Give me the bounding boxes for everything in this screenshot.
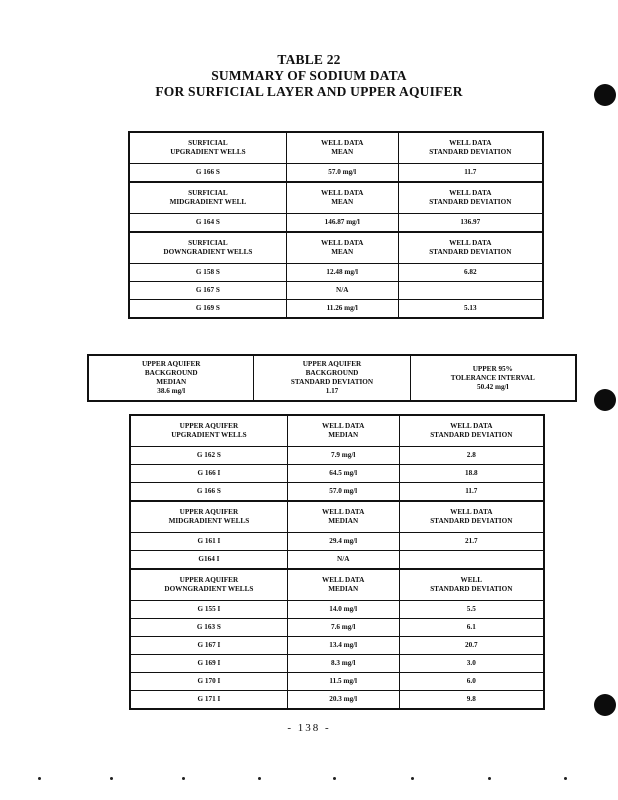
scan-speck (411, 777, 414, 780)
column-header: UPPER AQUIFER MIDGRADIENT WELLS (130, 501, 287, 533)
value-cell: 11.26 mg/l (286, 300, 398, 319)
column-header: SURFICIAL DOWNGRADIENT WELLS (129, 232, 286, 264)
upper-aquifer-background-table (87, 354, 577, 402)
column-header: WELL DATA MEAN (286, 232, 398, 264)
std-dev-cell: 6.82 (398, 264, 543, 282)
std-dev-cell: 11.7 (399, 483, 544, 502)
well-id-cell: G 164 S (129, 214, 286, 233)
column-header: WELL DATA STANDARD DEVIATION (399, 501, 544, 533)
upper-aquifer-sodium-table (129, 414, 545, 710)
surficial-sodium-table (128, 131, 544, 319)
value-cell: N/A (286, 282, 398, 300)
well-id-cell: G164 I (130, 551, 287, 570)
table-row (129, 214, 543, 233)
table-row (130, 691, 544, 710)
table-row (130, 551, 544, 570)
well-id-cell: G 166 I (130, 465, 287, 483)
std-dev-cell: 6.1 (399, 619, 544, 637)
scan-speck (258, 777, 261, 780)
table-row (130, 533, 544, 551)
table-row (130, 655, 544, 673)
well-id-cell: G 158 S (129, 264, 286, 282)
value-cell: 7.9 mg/l (287, 447, 399, 465)
background-std-dev-cell: UPPER AQUIFER BACKGROUND STANDARD DEVIATION 1.17 (254, 355, 410, 401)
value-cell: 57.0 mg/l (287, 483, 399, 502)
well-id-cell: G 169 S (129, 300, 286, 319)
well-id-cell: G 155 I (130, 601, 287, 619)
table-row (130, 601, 544, 619)
table-row (130, 465, 544, 483)
binder-hole-middle (594, 389, 616, 411)
section-header-row (130, 501, 544, 533)
well-id-cell: G 169 I (130, 655, 287, 673)
value-cell: 20.3 mg/l (287, 691, 399, 710)
well-id-cell: G 171 I (130, 691, 287, 710)
std-dev-cell: 20.7 (399, 637, 544, 655)
scan-speck (488, 777, 491, 780)
well-id-cell: G 166 S (130, 483, 287, 502)
table-row (129, 264, 543, 282)
std-dev-cell (398, 282, 543, 300)
column-header: WELL DATA STANDARD DEVIATION (399, 415, 544, 447)
column-header: UPPER AQUIFER DOWNGRADIENT WELLS (130, 569, 287, 601)
section-header-row (129, 132, 543, 164)
column-header: WELL DATA STANDARD DEVIATION (398, 132, 543, 164)
table-row (130, 673, 544, 691)
value-cell: 64.5 mg/l (287, 465, 399, 483)
scan-speck (182, 777, 185, 780)
value-cell: 11.5 mg/l (287, 673, 399, 691)
section-header-row (130, 569, 544, 601)
column-header: WELL DATA STANDARD DEVIATION (398, 182, 543, 214)
background-row (88, 355, 576, 401)
column-header: SURFICIAL MIDGRADIENT WELL (129, 182, 286, 214)
std-dev-cell: 21.7 (399, 533, 544, 551)
table-row (130, 619, 544, 637)
column-header: WELL STANDARD DEVIATION (399, 569, 544, 601)
std-dev-cell: 2.8 (399, 447, 544, 465)
value-cell: 8.3 mg/l (287, 655, 399, 673)
table-row (130, 483, 544, 502)
scan-speck (333, 777, 336, 780)
binder-hole-top (594, 84, 616, 106)
column-header: WELL DATA MEDIAN (287, 501, 399, 533)
section-header-row (129, 182, 543, 214)
column-header: WELL DATA STANDARD DEVIATION (398, 232, 543, 264)
table-subtitle: FOR SURFICIAL LAYER AND UPPER AQUIFER (155, 84, 463, 99)
well-id-cell: G 166 S (129, 164, 286, 183)
scan-speck (38, 777, 41, 780)
well-id-cell: G 167 S (129, 282, 286, 300)
value-cell: 146.87 mg/l (286, 214, 398, 233)
table-row (130, 637, 544, 655)
column-header: WELL DATA MEDIAN (287, 569, 399, 601)
table-row (129, 282, 543, 300)
value-cell: N/A (287, 551, 399, 570)
std-dev-cell: 3.0 (399, 655, 544, 673)
scan-speck (564, 777, 567, 780)
table-row (130, 447, 544, 465)
value-cell: 12.48 mg/l (286, 264, 398, 282)
well-id-cell: G 167 I (130, 637, 287, 655)
std-dev-cell: 6.0 (399, 673, 544, 691)
well-id-cell: G 163 S (130, 619, 287, 637)
column-header: WELL DATA MEAN (286, 132, 398, 164)
std-dev-cell: 9.8 (399, 691, 544, 710)
background-median-cell: UPPER AQUIFER BACKGROUND MEDIAN 38.6 mg/l (88, 355, 254, 401)
std-dev-cell: 18.8 (399, 465, 544, 483)
value-cell: 57.0 mg/l (286, 164, 398, 183)
value-cell: 13.4 mg/l (287, 637, 399, 655)
well-id-cell: G 161 I (130, 533, 287, 551)
table-row (129, 300, 543, 319)
value-cell: 14.0 mg/l (287, 601, 399, 619)
std-dev-cell: 11.7 (398, 164, 543, 183)
well-id-cell: G 162 S (130, 447, 287, 465)
std-dev-cell: 136.97 (398, 214, 543, 233)
value-cell: 7.6 mg/l (287, 619, 399, 637)
column-header: SURFICIAL UPGRADIENT WELLS (129, 132, 286, 164)
std-dev-cell: 5.5 (399, 601, 544, 619)
section-header-row (129, 232, 543, 264)
tolerance-interval-cell: UPPER 95% TOLERANCE INTERVAL 50.42 mg/l (410, 355, 576, 401)
table-number: TABLE 22 (277, 52, 341, 67)
column-header: WELL DATA MEDIAN (287, 415, 399, 447)
page-number: - 138 - (287, 722, 331, 734)
column-header: WELL DATA MEAN (286, 182, 398, 214)
section-header-row (130, 415, 544, 447)
std-dev-cell (399, 551, 544, 570)
value-cell: 29.4 mg/l (287, 533, 399, 551)
column-header: UPPER AQUIFER UPGRADIENT WELLS (130, 415, 287, 447)
well-id-cell: G 170 I (130, 673, 287, 691)
table-title: SUMMARY OF SODIUM DATA (211, 68, 407, 83)
std-dev-cell: 5.13 (398, 300, 543, 319)
scan-speck (110, 777, 113, 780)
table-row (129, 164, 543, 183)
binder-hole-bottom (594, 694, 616, 716)
